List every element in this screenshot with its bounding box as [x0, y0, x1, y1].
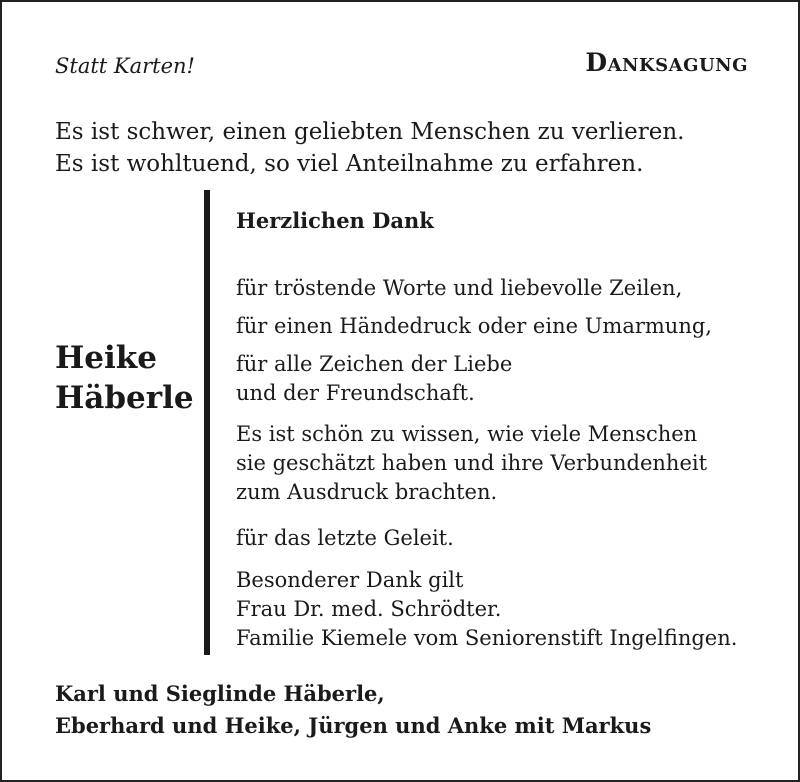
vertical-divider	[204, 190, 210, 655]
thanks-line: für alle Zeichen der Liebe	[236, 352, 513, 376]
statt-karten-label: Statt Karten!	[55, 54, 195, 78]
thanks-paragraph	[236, 350, 512, 408]
thanks-heading: Herzlichen Dank	[236, 208, 434, 233]
intro-line: Es ist schwer, einen geliebten Menschen zu verlieren.	[55, 119, 685, 145]
thanks-line: Besonderer Dank gilt	[236, 568, 464, 592]
signature-line: Karl und Sieglinde Häberle,	[55, 681, 385, 706]
thanks-line: zum Ausdruck brachten.	[236, 480, 498, 504]
thanks-line: und der Freundschaft.	[236, 381, 475, 405]
danksagung-title: Danksagung	[585, 48, 748, 77]
signatures	[55, 678, 651, 742]
thanks-line: für das letzte Geleit.	[236, 526, 454, 550]
intro-line: Es ist wohltuend, so viel Anteilnahme zu erfahren.	[55, 151, 644, 177]
thanks-line: Frau Dr. med. Schrödter.	[236, 597, 502, 621]
intro-text	[55, 116, 684, 180]
deceased-first-name: Heike	[55, 340, 157, 376]
thanks-line: Es ist schön zu wissen, wie viele Menschen	[236, 422, 698, 446]
deceased-name	[55, 338, 194, 418]
thanks-line: für tröstende Worte und liebevolle Zeilen,	[236, 276, 683, 300]
thanks-line: Familie Kiemele vom Seniorenstift Ingelfingen.	[236, 626, 738, 650]
deceased-last-name: Häberle	[55, 380, 194, 416]
thanks-paragraph	[236, 566, 737, 653]
thanks-line: sie geschätzt haben und ihre Verbundenheit	[236, 451, 708, 475]
thanks-paragraph	[236, 420, 707, 507]
thanks-line: für einen Händedruck oder eine Umarmung,	[236, 314, 712, 338]
signature-line: Eberhard und Heike, Jürgen und Anke mit Markus	[55, 713, 652, 738]
